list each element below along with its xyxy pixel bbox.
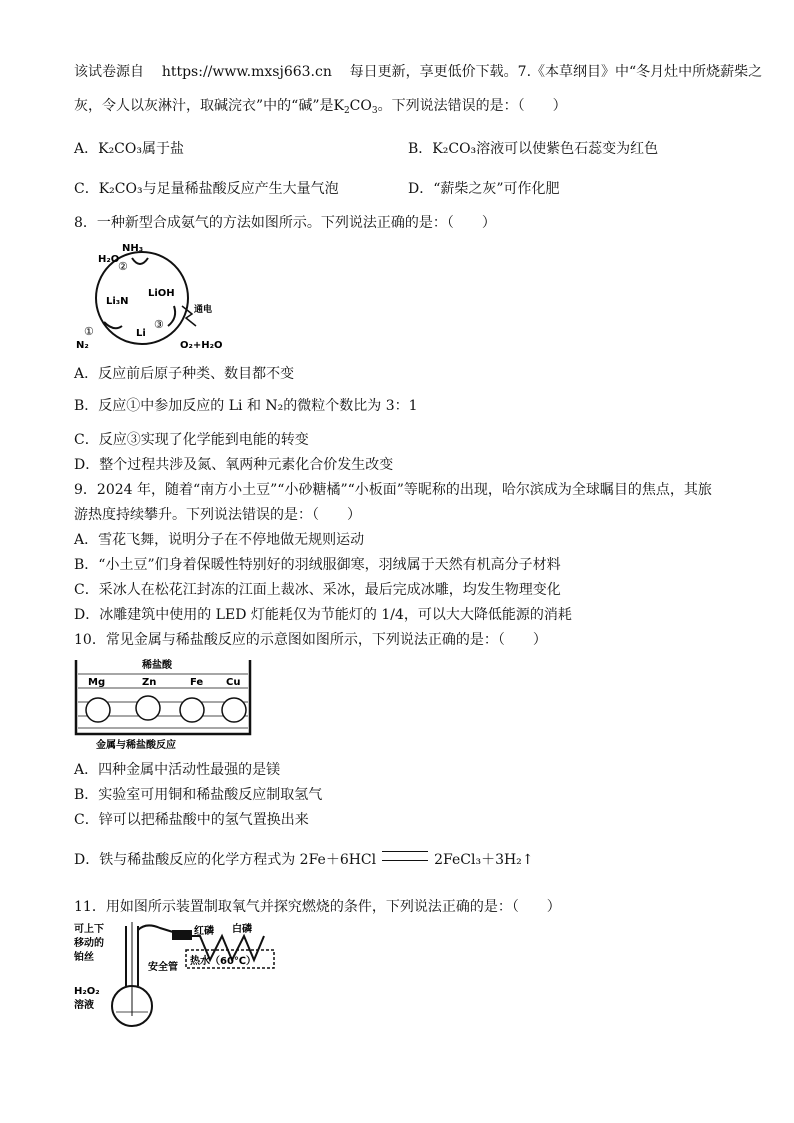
q10-zn-figure [136,696,160,720]
q7-stem-a: 7.《本草纲目》中“冬月灶中所烧薪柴之 [517,64,763,80]
slogan-text: 每日更新，享更低价下载。 [349,64,518,80]
q11-red-p-label: 红磷 [194,926,214,937]
q8-n2: N₂ [76,340,89,351]
q10-cu-figure [222,698,246,722]
q8-o2h2o: O₂+H₂O [180,340,223,351]
q11-rubber-joint [172,930,192,940]
q11-h2o2-label-2: 溶液 [74,1000,94,1011]
q10-metals-diagram [74,654,254,752]
q7-option-b: B．K₂CO₃溶液可以使紫色石蕊变为红色 [408,141,659,157]
q11-stem: 11．用如图所示装置制取氧气并探究燃烧的条件，下列说法正确的是：（ ） [74,899,561,915]
q8-li3n: Li₃N [106,296,129,307]
q8-step2: ② [118,260,128,273]
q10-option-d [74,850,534,870]
q7-option-c: C．K₂CO₃与足量稀盐酸反应产生大量气泡 [74,181,339,197]
q10-equals-sign [382,851,428,861]
q10-option-d-suffix: 2FeCl₃＋3H₂↑ [434,852,534,868]
q8-option-c: C．反应③实现了化学能到电能的转变 [74,432,309,448]
source-url[interactable]: https://www.mxsj663.cn [161,64,332,80]
q10-stem: 10．常见金属与稀盐酸反应的示意图如图所示，下列说法正确的是：（ ） [74,632,547,648]
q10-beaker [76,660,250,734]
q10-option-a: A．四种金属中活动性最强的是镁 [74,762,281,778]
q10-caption: 金属与稀盐酸反应 [96,740,176,751]
q9-option-b: B．“小土豆”们身着保暖性特别好的羽绒服御寒，羽绒属于天然有机高分子材料 [74,557,561,573]
q8-option-d: D．整个过程共涉及氮、氧两种元素化合价发生改变 [74,457,394,473]
q9-stem-b: 游热度持续攀升。下列说法错误的是：（ ） [74,507,361,523]
q10-option-c: C．锌可以把稀盐酸中的氢气置换出来 [74,812,309,828]
q9-stem-a: 9．2024 年，随着“南方小土豆”“小砂糖橘”“小板面”等昵称的出现，哈尔滨成为全球瞩目的焦点，其旅 [74,482,712,498]
q11-white-p-label: 白磷 [232,924,252,935]
q11-wire-label-2: 移动的 [74,938,104,949]
q9-option-a: A．雪花飞舞，说明分子在不停地做无规则运动 [74,532,365,548]
q10-mg-figure [86,698,110,722]
q10-option-b: B．实验室可用铜和稀盐酸反应制取氢气 [74,787,323,803]
header-line [74,62,762,82]
q8-arrow-top [132,258,148,264]
q8-li: Li [136,328,146,339]
q8-h2o: H₂O [98,254,120,265]
q10-mg: Mg [88,677,106,688]
q7-option-d: D．“薪柴之灰”可作化肥 [408,181,560,197]
q9-option-d: D．冰雕建筑中使用的 LED 灯能耗仅为节能灯的 1/4，可以大大降低能源的消耗 [74,607,572,623]
q8-nh3: NH₃ [122,243,144,254]
q8-option-a: A．反应前后原子种类、数目都不变 [74,366,295,382]
q8-step3: ③ [154,318,164,331]
q11-safety-label: 安全管 [148,962,178,973]
q8-step1: ① [84,325,94,338]
q10-acid: 稀盐酸 [142,660,172,671]
q9-option-c: C．采冰人在松花江封冻的江面上裁冰、采冰，最后完成冰雕，均发生物理变化 [74,582,561,598]
q10-option-d-prefix: D．铁与稀盐酸反应的化学方程式为 2Fe＋6HCl [74,852,377,868]
q7-stem-b: 灰，令人以灰淋汁，取碱浣衣”中的“碱”是$K_2CO_3$。下列说法错误的是：（ ） [74,98,567,116]
q11-wire-label-1: 可上下 [74,924,104,935]
q7-stem-b2: CO [349,98,372,114]
q8-lioh: LiOH [148,288,175,299]
q7-stem-b1: 灰，令人以灰淋汁，取碱浣衣”中的“碱”是K [74,98,344,114]
q7-stem-b3: 。下列说法错误的是：（ ） [377,98,567,114]
q10-cu: Cu [226,677,241,688]
q7-option-a: A．K₂CO₃属于盐 [74,141,184,157]
q8-option-b: B．反应①中参加反应的 Li 和 N₂的微粒个数比为 3：1 [74,398,418,414]
q8-arrow-right [168,306,175,326]
q8-stem: 8．一种新型合成氨气的方法如图所示。下列说法正确的是：（ ） [74,215,496,231]
q10-fe-figure [180,698,204,722]
source-text: 该试卷源自 [74,64,144,80]
q8-electrify: 通电 [194,305,213,315]
q10-fe: Fe [190,677,204,688]
q11-water-label: 热水（60℃） [190,956,257,967]
q8-cycle-diagram [74,236,234,354]
q11-apparatus-diagram [60,920,290,1052]
q11-wire-label-3: 铂丝 [74,952,94,963]
q11-h2o2-label-1: H₂O₂ [74,986,100,997]
q10-zn: Zn [142,677,157,688]
